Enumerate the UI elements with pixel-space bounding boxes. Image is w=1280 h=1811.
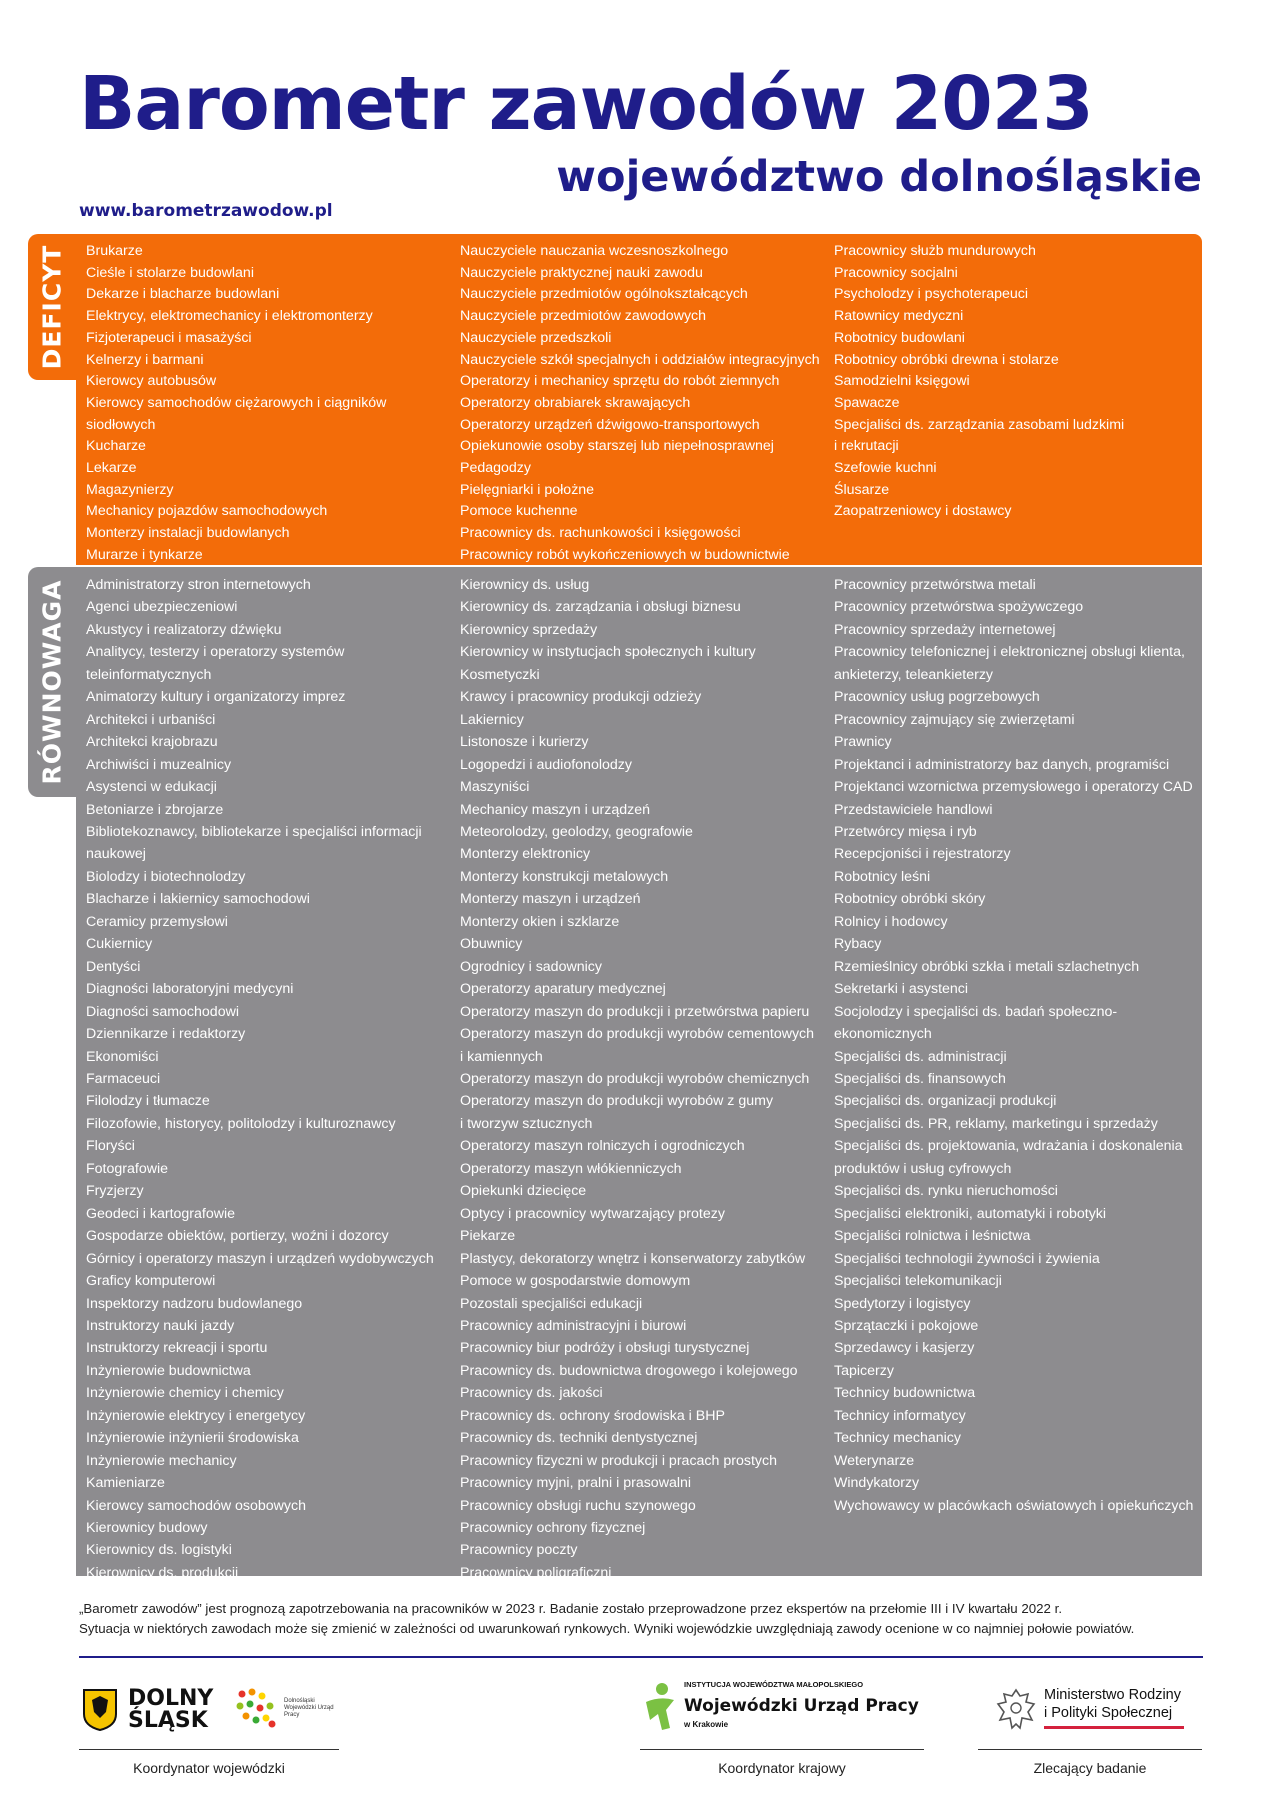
- occupation-item: Kierowcy autobusów: [86, 373, 217, 390]
- occupation-item: Fryzjerzy: [86, 1183, 144, 1200]
- occupation-item: Biolodzy i biotechnolodzy: [86, 868, 246, 885]
- occupation-item: Monterzy elektronicy: [460, 846, 591, 863]
- occupation-item: Recepcjoniści i rejestratorzy: [834, 846, 1011, 863]
- occupation-item: Pracownicy przetwórstwa spożywczego: [834, 599, 1084, 616]
- occupation-item: Specjaliści elektroniki, automatyki i robotyki: [834, 1205, 1107, 1222]
- dolny-slask-line-1: DOLNY: [128, 1686, 214, 1711]
- occupation-item: ekonomicznych: [834, 1026, 932, 1043]
- occupation-item: Ekonomiści: [86, 1048, 159, 1065]
- occupation-item: Ogrodnicy i sadownicy: [460, 958, 602, 975]
- occupation-item: Ceramicy przemysłowi: [86, 913, 228, 930]
- footer-divider: [79, 1656, 1203, 1658]
- occupation-item: Pracownicy ds. budownictwa drogowego i kolejowego: [460, 1362, 798, 1379]
- occupation-item: Operatorzy obrabiarek skrawających: [460, 394, 691, 411]
- occupation-item: Projektanci wzornictwa przemysłowego i operatorzy CAD: [834, 779, 1193, 796]
- occupation-item: Floryści: [86, 1138, 135, 1155]
- occupation-item: Spawacze: [834, 394, 900, 411]
- occupation-item: Pracownicy przetwórstwa metali: [834, 577, 1036, 593]
- occupation-item: Zaopatrzeniowcy i dostawcy: [834, 503, 1012, 520]
- occupation-item: Cukiernicy: [86, 936, 153, 953]
- occupation-item: Kucharze: [86, 438, 146, 455]
- occupation-item: Kierowcy samochodów ciężarowych i ciągników: [86, 394, 387, 411]
- occupation-item: Technicy mechanicy: [834, 1430, 961, 1447]
- occupation-item: Ślusarze: [834, 481, 890, 498]
- occupation-item: Pracownicy administracyjni i biurowi: [460, 1317, 687, 1334]
- occupation-item: Górnicy i operatorzy maszyn i urządzeń wydobywczych: [86, 1250, 434, 1267]
- occupation-item: Sprzedawcy i kasjerzy: [834, 1340, 975, 1357]
- occupation-item: Nauczyciele przedszkoli: [460, 329, 612, 346]
- occupation-item: Inżynierowie budownictwa: [86, 1362, 251, 1379]
- occupation-item: Specjaliści telekomunikacji: [834, 1273, 1002, 1290]
- occupation-item: Kierownicy ds. produkcji: [86, 1564, 239, 1581]
- occupation-item: Inspektorzy nadzoru budowlanego: [86, 1295, 303, 1312]
- occupation-item: Specjaliści ds. organizacji produkcji: [834, 1093, 1057, 1110]
- occupation-item: Animatorzy kultury i organizatorzy imprez: [86, 689, 346, 706]
- occupation-item: ankieterzy, teleankieterzy: [834, 666, 994, 683]
- occupation-item: Kierowcy samochodów osobowych: [86, 1497, 307, 1514]
- occupation-item: Robotnicy leśni: [834, 868, 931, 885]
- occupation-item: Operatorzy maszyn do produkcji i przetwórstwa papieru: [460, 1003, 810, 1020]
- occupation-item: Architekci krajobrazu: [86, 734, 218, 751]
- occupation-item: Filozofowie, historycy, politolodzy i kulturoznawcy: [86, 1115, 396, 1132]
- occupation-item: Monterzy instalacji budowlanych: [86, 525, 290, 542]
- occupation-item: Administratorzy stron internetowych: [86, 577, 311, 593]
- occupation-item: Monterzy maszyn i urządzeń: [460, 891, 641, 908]
- polish-eagle-emblem-icon: [992, 1684, 1040, 1736]
- occupation-item: Wychowawcy w placówkach oświatowych i opiekuńczych: [834, 1497, 1194, 1514]
- national-coordinator-caption: Koordynator krajowy: [718, 1760, 846, 1776]
- occupation-item: Pracownicy sprzedaży internetowej: [834, 621, 1056, 638]
- dwup-dots-logo-icon: [232, 1684, 280, 1732]
- occupation-item: Pomoce w gospodarstwie domowym: [460, 1273, 691, 1290]
- occupation-item: Optycy i pracownicy wytwarzający protezy: [460, 1205, 725, 1222]
- occupation-item: Socjolodzy i specjaliści ds. badań społeczno-: [834, 1003, 1118, 1020]
- occupation-item: Fotografowie: [86, 1160, 169, 1177]
- occupation-item: Analitycy, testerzy i operatorzy systemów: [86, 644, 345, 661]
- occupation-item: Kierownicy ds. logistyki: [86, 1542, 232, 1559]
- occupation-item: Obuwnicy: [460, 936, 523, 953]
- occupation-item: Specjaliści rolnictwa i leśnictwa: [834, 1228, 1031, 1245]
- occupation-item: Archiwiści i muzealnicy: [86, 756, 232, 773]
- commissioner-caption-rule: [978, 1749, 1202, 1750]
- occupation-item: Kierownicy ds. usług: [460, 577, 590, 593]
- occupation-item: Pracownicy fizyczni w produkcji i pracach prostych: [460, 1452, 777, 1469]
- balance-label-text: RÓWNOWAGA: [37, 579, 67, 785]
- occupation-item: Dentyści: [86, 958, 141, 975]
- occupation-item: Diagności laboratoryjni medycyni: [86, 981, 294, 998]
- dolny-slask-logo: [128, 1688, 213, 1732]
- occupation-item: Lekarze: [86, 460, 137, 477]
- occupation-item: Rzemieślnicy obróbki szkła i metali szlachetnych: [834, 958, 1140, 975]
- occupation-item: Pracownicy ds. jakości: [460, 1385, 603, 1402]
- occupation-item: Robotnicy obróbki skóry: [834, 891, 986, 908]
- wup-org-line-1: INSTYTUCJA WOJEWÓDZTWA MAŁOPOLSKIEGO: [684, 1680, 864, 1689]
- occupation-item: i kamiennych: [460, 1048, 543, 1065]
- national-logos: [640, 1676, 920, 1746]
- occupation-item: Nauczyciele przedmiotów ogólnokształcących: [460, 286, 748, 303]
- dolny-slask-crest-icon: [82, 1688, 118, 1732]
- deficit-column-2: [460, 241, 834, 567]
- occupation-item: Specjaliści ds. zarządzania zasobami ludzkimi: [834, 416, 1125, 433]
- occupation-item: Pracownicy socjalni: [834, 264, 958, 281]
- occupation-item: teleinformatycznych: [86, 666, 212, 683]
- balance-column-3: [834, 574, 1202, 1584]
- occupation-item: Pracownicy telefonicznej i elektronicznej obsługi klienta,: [834, 644, 1185, 661]
- occupation-item: Operatorzy maszyn włókienniczych: [460, 1160, 682, 1177]
- occupation-item: Operatorzy maszyn do produkcji wyrobów z gumy: [460, 1093, 774, 1110]
- occupation-item: Pracownicy robót wykończeniowych w budownictwie: [460, 546, 790, 563]
- occupation-item: Dziennikarze i redaktorzy: [86, 1026, 246, 1043]
- occupation-item: Opiekunki dziecięce: [460, 1183, 587, 1200]
- occupation-item: Lakiernicy: [460, 711, 524, 728]
- occupation-item: Geodeci i kartografowie: [86, 1205, 236, 1222]
- occupation-item: Windykatorzy: [834, 1475, 920, 1492]
- occupation-item: Asystenci w edukacji: [86, 779, 217, 796]
- occupation-item: Inżynierowie chemicy i chemicy: [86, 1385, 284, 1402]
- occupation-item: Pracownicy myjni, pralni i prasowalni: [460, 1475, 692, 1492]
- occupation-item: Specjaliści ds. finansowych: [834, 1070, 1006, 1087]
- occupation-item: Specjaliści ds. PR, reklamy, marketingu i sprzedaży: [834, 1115, 1158, 1132]
- occupation-item: Pracownicy ochrony fizycznej: [460, 1520, 646, 1537]
- occupation-item: Specjaliści ds. rynku nieruchomości: [834, 1183, 1058, 1200]
- occupation-item: Krawcy i pracownicy produkcji odzieży: [460, 689, 702, 706]
- occupation-item: Maszyniści: [460, 779, 530, 796]
- occupation-item: Graficy komputerowi: [86, 1273, 216, 1290]
- page-title: Barometr zawodów 2023: [79, 61, 1093, 147]
- occupation-item: Rolnicy i hodowcy: [834, 913, 948, 930]
- occupation-item: Opiekunowie osoby starszej lub niepełnosprawnej: [460, 438, 774, 455]
- deficit-column-3: [834, 241, 1202, 567]
- occupation-item: Pracownicy służb mundurowych: [834, 243, 1036, 259]
- occupation-item: Technicy budownictwa: [834, 1385, 976, 1402]
- occupation-item: Samodzielni księgowi: [834, 373, 970, 390]
- occupation-item: Elektrycy, elektromechanicy i elektromonterzy: [86, 308, 373, 325]
- occupation-item: Pomoce kuchenne: [460, 503, 578, 520]
- website-link[interactable]: www.barometrzawodow.pl: [79, 201, 333, 221]
- wup-krakow-figure-icon: [640, 1680, 680, 1736]
- wup-org-line-2: Wojewódzki Urząd Pracy: [684, 1696, 919, 1716]
- occupation-item: Agenci ubezpieczeniowi: [86, 599, 238, 616]
- balance-column-1: [86, 574, 460, 1584]
- occupation-item: Weterynarze: [834, 1452, 915, 1469]
- occupation-item: Specjaliści ds. projektowania, wdrażania i doskonalenia: [834, 1138, 1183, 1155]
- ministry-line-1: Ministerstwo Rodziny: [1044, 1687, 1181, 1703]
- occupation-item: Filolodzy i tłumacze: [86, 1093, 210, 1110]
- occupation-item: Monterzy konstrukcji metalowych: [460, 868, 669, 885]
- occupation-item: Pracownicy zajmujący się zwierzętami: [834, 711, 1075, 728]
- regional-logos: [82, 1676, 342, 1746]
- occupation-item: Monterzy okien i szklarze: [460, 913, 620, 930]
- occupation-item: Nauczyciele szkół specjalnych i oddziałów integracyjnych: [460, 351, 820, 368]
- occupation-item: Mechanicy pojazdów samochodowych: [86, 503, 328, 520]
- balance-columns: [86, 567, 1202, 1584]
- occupation-item: Przedstawiciele handlowi: [834, 801, 993, 818]
- occupation-item: Pracownicy biur podróży i obsługi turystycznej: [460, 1340, 750, 1357]
- occupation-item: Pielęgniarki i położne: [460, 481, 595, 498]
- occupation-item: Instruktorzy nauki jazdy: [86, 1317, 235, 1334]
- occupation-item: Robotnicy budowlani: [834, 329, 965, 346]
- occupation-item: Nauczyciele przedmiotów zawodowych: [460, 308, 707, 325]
- occupation-item: Ratownicy medyczni: [834, 308, 964, 325]
- occupation-item: Pedagodzy: [460, 460, 531, 477]
- occupation-item: Kierownicy ds. zarządzania i obsługi biznesu: [460, 599, 741, 616]
- dwup-small-text: Dolnośląski Wojewódzki Urząd Pracy: [284, 1698, 334, 1718]
- occupation-item: Operatorzy i mechanicy sprzętu do robót ziemnych: [460, 373, 780, 390]
- occupation-item: Inżynierowie mechanicy: [86, 1452, 237, 1469]
- occupation-item: Specjaliści ds. administracji: [834, 1048, 1007, 1065]
- occupation-item: Mechanicy maszyn i urządzeń: [460, 801, 651, 818]
- occupation-item: Pracownicy ds. techniki dentystycznej: [460, 1430, 698, 1447]
- occupation-item: Szefowie kuchni: [834, 460, 937, 477]
- occupation-item: Rybacy: [834, 936, 882, 953]
- occupation-item: Inżynierowie inżynierii środowiska: [86, 1430, 299, 1447]
- national-caption-rule: [640, 1749, 924, 1750]
- balance-section: [76, 567, 1202, 1581]
- occupation-item: siodłowych: [86, 416, 156, 433]
- occupation-item: Pozostali specjaliści edukacji: [460, 1295, 643, 1312]
- occupation-item: produktów i usług cyfrowych: [834, 1160, 1012, 1177]
- footnote: [79, 1599, 1205, 1639]
- occupation-item: Operatorzy maszyn do produkcji wyrobów chemicznych: [460, 1070, 810, 1087]
- occupation-item: Diagności samochodowi: [86, 1003, 239, 1020]
- occupation-item: Pracownicy obsługi ruchu szynowego: [460, 1497, 696, 1514]
- occupation-item: Operatorzy urządzeń dźwigowo-transportowych: [460, 416, 760, 433]
- regional-caption-rule: [79, 1749, 339, 1750]
- occupation-item: Kamieniarze: [86, 1475, 165, 1492]
- occupation-item: Kierownicy budowy: [86, 1520, 208, 1537]
- dolny-slask-line-2: ŚLĄSK: [128, 1708, 208, 1733]
- occupation-item: Sprzątaczki i pokojowe: [834, 1317, 979, 1334]
- occupation-item: i tworzyw sztucznych: [460, 1115, 593, 1132]
- occupation-item: Farmaceuci: [86, 1070, 161, 1087]
- occupation-item: Pracownicy poczty: [460, 1542, 578, 1559]
- occupation-item: Fizjoterapeuci i masażyści: [86, 329, 252, 346]
- occupation-item: Pracownicy ds. rachunkowości i księgowości: [460, 525, 741, 542]
- occupation-item: Przetwórcy mięsa i ryb: [834, 823, 977, 840]
- deficit-columns: [86, 234, 1202, 567]
- occupation-item: Murarze i tynkarze: [86, 546, 203, 563]
- occupation-item: Spedytorzy i logistycy: [834, 1295, 971, 1312]
- occupation-item: Pracownicy ds. ochrony środowiska i BHP: [460, 1407, 725, 1424]
- footnote-line-2: Sytuacja w niektórych zawodach może się zmienić w zależności od uwarunkowań rynkowych. Wyniki wojewódzkie uwzględniają zawody ocenione w co najmniej połowie powiatów.: [79, 1621, 1135, 1636]
- occupation-item: Piekarze: [460, 1228, 516, 1245]
- occupation-item: Plastycy, dekoratorzy wnętrz i konserwatorzy zabytków: [460, 1250, 806, 1267]
- occupation-item: Robotnicy obróbki drewna i stolarze: [834, 351, 1059, 368]
- balance-label: [28, 567, 76, 797]
- occupation-item: Kosmetyczki: [460, 666, 540, 683]
- occupation-item: Operatorzy maszyn rolniczych i ogrodniczych: [460, 1138, 745, 1155]
- ministry-red-rule: [1044, 1726, 1184, 1729]
- occupation-item: naukowej: [86, 846, 146, 863]
- occupation-item: Pracownicy poligraficzni: [460, 1564, 612, 1581]
- occupation-item: Gospodarze obiektów, portierzy, woźni i dozorcy: [86, 1228, 389, 1245]
- occupation-item: Nauczyciele nauczania wczesnoszkolnego: [460, 243, 729, 259]
- occupation-item: i rekrutacji: [834, 438, 899, 455]
- occupation-item: Inżynierowie elektrycy i energetycy: [86, 1407, 306, 1424]
- regional-coordinator-caption: Koordynator wojewódzki: [133, 1760, 285, 1776]
- occupation-item: Kierownicy sprzedaży: [460, 621, 598, 638]
- deficit-column-1: [86, 241, 460, 567]
- occupation-item: Kierownicy w instytucjach społecznych i kultury: [460, 644, 756, 661]
- wup-org-line-3: w Krakowie: [684, 1720, 729, 1729]
- occupation-item: Tapicerzy: [834, 1362, 894, 1379]
- ministry-logos: [992, 1676, 1202, 1746]
- occupation-item: Specjaliści technologii żywności i żywienia: [834, 1250, 1100, 1267]
- occupation-item: Sekretarki i asystenci: [834, 981, 969, 998]
- occupation-item: Dekarze i blacharze budowlani: [86, 286, 280, 303]
- ministry-name: [1044, 1686, 1181, 1722]
- occupation-item: Listonosze i kurierzy: [460, 734, 589, 751]
- balance-column-2: [460, 574, 834, 1584]
- occupation-item: Magazynierzy: [86, 481, 174, 498]
- occupation-item: Brukarze: [86, 243, 143, 259]
- deficit-section: [76, 234, 1202, 565]
- occupation-item: Operatorzy aparatury medycznej: [460, 981, 666, 998]
- occupation-item: Architekci i urbaniści: [86, 711, 216, 728]
- occupation-item: Technicy informatycy: [834, 1407, 966, 1424]
- occupation-item: Kelnerzy i barmani: [86, 351, 204, 368]
- region-subtitle: województwo dolnośląskie: [556, 152, 1202, 202]
- occupation-item: Psycholodzy i psychoterapeuci: [834, 286, 1028, 303]
- occupation-item: Meteorolodzy, geolodzy, geografowie: [460, 823, 693, 840]
- occupation-item: Instruktorzy rekreacji i sportu: [86, 1340, 268, 1357]
- occupation-item: Bibliotekoznawcy, bibliotekarze i specjaliści informacji: [86, 823, 422, 840]
- occupation-item: Akustycy i realizatorzy dźwięku: [86, 621, 282, 638]
- occupation-item: Logopedzi i audiofonolodzy: [460, 756, 632, 773]
- occupation-item: Blacharze i lakiernicy samochodowi: [86, 891, 310, 908]
- occupation-item: Nauczyciele praktycznej nauki zawodu: [460, 264, 703, 281]
- deficit-label-text: DEFICYT: [37, 244, 67, 370]
- occupation-item: Projektanci i administratorzy baz danych, programiści: [834, 756, 1170, 773]
- commissioner-caption: Zlecający badanie: [1033, 1760, 1147, 1776]
- occupation-item: Cieśle i stolarze budowlani: [86, 264, 254, 281]
- occupation-item: Pracownicy usług pogrzebowych: [834, 689, 1040, 706]
- footnote-line-1: „Barometr zawodów” jest prognozą zapotrzebowania na pracowników w 2023 r. Badanie zostało przeprowadzone przez ekspertów na przełomie III i IV kwartału 2022 r.: [79, 1601, 1063, 1616]
- occupation-item: Betoniarze i zbrojarze: [86, 801, 224, 818]
- deficit-label: [28, 234, 76, 380]
- ministry-line-2: i Polityki Społecznej: [1044, 1705, 1173, 1721]
- occupation-item: Prawnicy: [834, 734, 892, 751]
- occupation-item: Operatorzy maszyn do produkcji wyrobów cementowych: [460, 1026, 815, 1043]
